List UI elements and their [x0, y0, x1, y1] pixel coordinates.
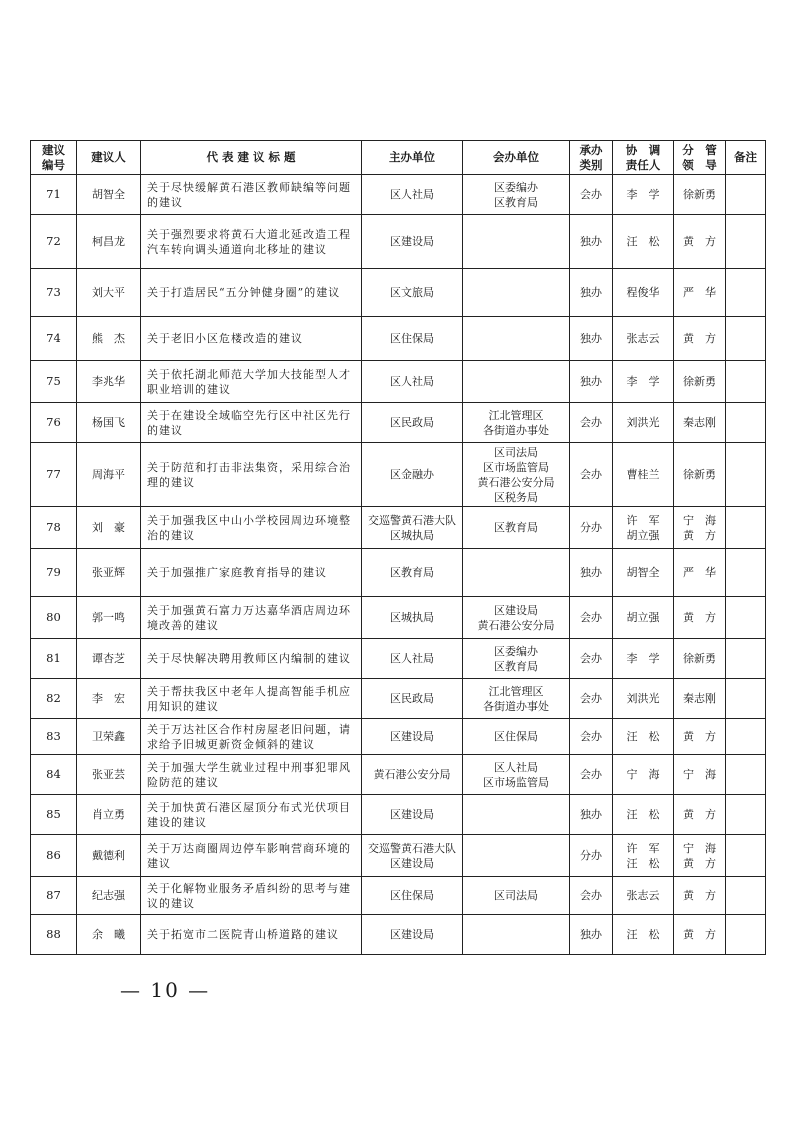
table-row [31, 915, 766, 955]
row-remark [726, 835, 766, 877]
header-number: 建议 编号 [31, 141, 77, 175]
row-category: 会办 [570, 403, 613, 443]
row-category: 独办 [570, 215, 613, 269]
row-number: 77 [31, 443, 77, 507]
table-row [31, 269, 766, 317]
row-leader: 黄 方 [674, 597, 726, 639]
row-number: 86 [31, 835, 77, 877]
row-title: 关于万达社区合作村房屋老旧问题，请求给予旧城更新资金倾斜的建议 [141, 719, 362, 755]
row-co-unit: 区人社局 区市场监管局 [463, 755, 570, 795]
row-coordinator: 李 学 [613, 639, 674, 679]
row-lead-unit: 区建设局 [362, 215, 463, 269]
row-coordinator: 汪 松 [613, 719, 674, 755]
row-leader: 黄 方 [674, 795, 726, 835]
row-remark [726, 443, 766, 507]
row-co-unit: 区建设局 黄石港公安分局 [463, 597, 570, 639]
row-title: 关于加强大学生就业过程中刑事犯罪风险防范的建议 [141, 755, 362, 795]
row-lead-unit: 区教育局 [362, 549, 463, 597]
row-lead-unit: 交巡警黄石港大队 区城执局 [362, 507, 463, 549]
row-title: 关于依托湖北师范大学加大技能型人才职业培训的建议 [141, 361, 362, 403]
row-lead-unit: 区金融办 [362, 443, 463, 507]
row-proposer: 李 宏 [77, 679, 141, 719]
row-title: 关于尽快解决聘用教师区内编制的建议 [141, 639, 362, 679]
row-lead-unit: 区民政局 [362, 679, 463, 719]
row-lead-unit: 区民政局 [362, 403, 463, 443]
row-coordinator: 汪 松 [613, 215, 674, 269]
row-proposer: 李兆华 [77, 361, 141, 403]
table-row [31, 639, 766, 679]
table-row [31, 317, 766, 361]
header-lead-unit: 主办单位 [362, 141, 463, 175]
row-category: 独办 [570, 915, 613, 955]
row-co-unit: 区委编办 区教育局 [463, 639, 570, 679]
row-lead-unit: 区人社局 [362, 175, 463, 215]
row-coordinator: 汪 松 [613, 915, 674, 955]
table-row [31, 795, 766, 835]
row-remark [726, 755, 766, 795]
row-title: 关于万达商圈周边停车影响营商环境的建议 [141, 835, 362, 877]
row-proposer: 柯昌龙 [77, 215, 141, 269]
row-proposer: 刘 豪 [77, 507, 141, 549]
row-title: 关于防范和打击非法集资，采用综合治理的建议 [141, 443, 362, 507]
row-leader: 秦志刚 [674, 679, 726, 719]
row-number: 85 [31, 795, 77, 835]
row-category: 会办 [570, 877, 613, 915]
table-row [31, 215, 766, 269]
row-co-unit: 区住保局 [463, 719, 570, 755]
table-row [31, 679, 766, 719]
row-category: 会办 [570, 755, 613, 795]
row-proposer: 胡智全 [77, 175, 141, 215]
table-row [31, 877, 766, 915]
row-co-unit [463, 317, 570, 361]
row-co-unit [463, 361, 570, 403]
row-category: 会办 [570, 443, 613, 507]
row-lead-unit: 区建设局 [362, 915, 463, 955]
row-remark [726, 915, 766, 955]
row-number: 74 [31, 317, 77, 361]
header-proposer: 建议人 [77, 141, 141, 175]
row-category: 会办 [570, 597, 613, 639]
row-proposer: 熊 杰 [77, 317, 141, 361]
row-lead-unit: 黄石港公安分局 [362, 755, 463, 795]
table-row [31, 755, 766, 795]
proposal-table [30, 140, 766, 955]
row-category: 独办 [570, 361, 613, 403]
row-lead-unit: 交巡警黄石港大队 区建设局 [362, 835, 463, 877]
row-category: 分办 [570, 507, 613, 549]
row-coordinator: 程俊华 [613, 269, 674, 317]
row-title: 关于加强我区中山小学校园周边环境整治的建议 [141, 507, 362, 549]
row-remark [726, 215, 766, 269]
row-lead-unit: 区住保局 [362, 317, 463, 361]
row-category: 会办 [570, 639, 613, 679]
header-category: 承办 类别 [570, 141, 613, 175]
row-title: 关于在建设全域临空先行区中社区先行的建议 [141, 403, 362, 443]
row-remark [726, 679, 766, 719]
row-co-unit [463, 915, 570, 955]
row-co-unit: 区司法局 区市场监管局 黄石港公安分局 区税务局 [463, 443, 570, 507]
row-category: 独办 [570, 795, 613, 835]
row-leader: 黄 方 [674, 877, 726, 915]
row-coordinator: 李 学 [613, 361, 674, 403]
header-row [31, 141, 766, 175]
row-proposer: 卫荣鑫 [77, 719, 141, 755]
row-coordinator: 胡智全 [613, 549, 674, 597]
row-remark [726, 549, 766, 597]
row-number: 83 [31, 719, 77, 755]
row-leader: 徐新勇 [674, 639, 726, 679]
table-row [31, 719, 766, 755]
header-remark: 备注 [726, 141, 766, 175]
row-category: 独办 [570, 269, 613, 317]
row-proposer: 肖立勇 [77, 795, 141, 835]
table-row [31, 403, 766, 443]
row-number: 73 [31, 269, 77, 317]
row-number: 80 [31, 597, 77, 639]
row-proposer: 刘大平 [77, 269, 141, 317]
row-number: 84 [31, 755, 77, 795]
row-lead-unit: 区人社局 [362, 639, 463, 679]
row-coordinator: 刘洪光 [613, 403, 674, 443]
row-leader: 黄 方 [674, 915, 726, 955]
row-coordinator: 许 军 胡立强 [613, 507, 674, 549]
row-lead-unit: 区住保局 [362, 877, 463, 915]
row-number: 88 [31, 915, 77, 955]
row-co-unit [463, 215, 570, 269]
row-proposer: 余 曦 [77, 915, 141, 955]
row-lead-unit: 区建设局 [362, 795, 463, 835]
row-remark [726, 269, 766, 317]
row-remark [726, 639, 766, 679]
header-title: 代 表 建 议 标 题 [141, 141, 362, 175]
row-number: 71 [31, 175, 77, 215]
row-remark [726, 175, 766, 215]
row-title: 关于拓宽市二医院青山桥道路的建议 [141, 915, 362, 955]
row-co-unit: 区委编办 区教育局 [463, 175, 570, 215]
row-remark [726, 877, 766, 915]
row-category: 独办 [570, 317, 613, 361]
table-row [31, 597, 766, 639]
row-leader: 宁 海 黄 方 [674, 835, 726, 877]
page-number: — 10 — [120, 978, 211, 1002]
row-proposer: 谭杏芝 [77, 639, 141, 679]
table-row [31, 443, 766, 507]
row-category: 会办 [570, 679, 613, 719]
row-lead-unit: 区文旅局 [362, 269, 463, 317]
row-proposer: 郭一鸣 [77, 597, 141, 639]
table-body [31, 175, 766, 955]
row-co-unit: 区教育局 [463, 507, 570, 549]
row-title: 关于打造居民“五分钟健身圈”的建议 [141, 269, 362, 317]
row-title: 关于化解物业服务矛盾纠纷的思考与建议的建议 [141, 877, 362, 915]
row-proposer: 张亚辉 [77, 549, 141, 597]
row-co-unit: 江北管理区 各街道办事处 [463, 679, 570, 719]
table-row [31, 835, 766, 877]
row-co-unit [463, 549, 570, 597]
row-title: 关于老旧小区危楼改造的建议 [141, 317, 362, 361]
row-number: 76 [31, 403, 77, 443]
row-title: 关于加强黄石富力万达嘉华酒店周边环境改善的建议 [141, 597, 362, 639]
row-remark [726, 719, 766, 755]
row-co-unit: 江北管理区 各街道办事处 [463, 403, 570, 443]
table-row [31, 361, 766, 403]
row-coordinator: 许 军 汪 松 [613, 835, 674, 877]
row-co-unit [463, 269, 570, 317]
row-co-unit [463, 835, 570, 877]
row-title: 关于加快黄石港区屋顶分布式光伏项目建设的建议 [141, 795, 362, 835]
row-remark [726, 597, 766, 639]
row-lead-unit: 区建设局 [362, 719, 463, 755]
row-lead-unit: 区城执局 [362, 597, 463, 639]
row-category: 会办 [570, 719, 613, 755]
row-proposer: 戴德利 [77, 835, 141, 877]
header-co-unit: 会办单位 [463, 141, 570, 175]
row-number: 82 [31, 679, 77, 719]
row-co-unit: 区司法局 [463, 877, 570, 915]
row-number: 87 [31, 877, 77, 915]
row-coordinator: 李 学 [613, 175, 674, 215]
row-category: 分办 [570, 835, 613, 877]
row-remark [726, 507, 766, 549]
row-coordinator: 宁 海 [613, 755, 674, 795]
row-co-unit [463, 795, 570, 835]
row-number: 79 [31, 549, 77, 597]
row-leader: 徐新勇 [674, 443, 726, 507]
row-remark [726, 317, 766, 361]
row-title: 关于强烈要求将黄石大道北延改造工程汽车转向调头通道向北移址的建议 [141, 215, 362, 269]
row-leader: 黄 方 [674, 215, 726, 269]
row-leader: 秦志刚 [674, 403, 726, 443]
row-number: 78 [31, 507, 77, 549]
table-row [31, 549, 766, 597]
row-leader: 宁 海 黄 方 [674, 507, 726, 549]
row-remark [726, 795, 766, 835]
row-leader: 黄 方 [674, 719, 726, 755]
row-coordinator: 胡立强 [613, 597, 674, 639]
row-title: 关于尽快缓解黄石港区教师缺编等问题的建议 [141, 175, 362, 215]
row-proposer: 张亚芸 [77, 755, 141, 795]
row-proposer: 纪志强 [77, 877, 141, 915]
row-leader: 徐新勇 [674, 175, 726, 215]
row-leader: 宁 海 [674, 755, 726, 795]
row-category: 会办 [570, 175, 613, 215]
row-title: 关于加强推广家庭教育指导的建议 [141, 549, 362, 597]
row-proposer: 杨国飞 [77, 403, 141, 443]
row-number: 75 [31, 361, 77, 403]
table-row [31, 507, 766, 549]
row-leader: 严 华 [674, 549, 726, 597]
row-coordinator: 张志云 [613, 317, 674, 361]
row-number: 81 [31, 639, 77, 679]
row-leader: 严 华 [674, 269, 726, 317]
row-leader: 黄 方 [674, 317, 726, 361]
row-coordinator: 张志云 [613, 877, 674, 915]
row-coordinator: 曹桂兰 [613, 443, 674, 507]
row-coordinator: 汪 松 [613, 795, 674, 835]
row-remark [726, 403, 766, 443]
row-coordinator: 刘洪光 [613, 679, 674, 719]
row-title: 关于帮扶我区中老年人提高智能手机应用知识的建议 [141, 679, 362, 719]
row-proposer: 周海平 [77, 443, 141, 507]
row-category: 独办 [570, 549, 613, 597]
row-lead-unit: 区人社局 [362, 361, 463, 403]
row-leader: 徐新勇 [674, 361, 726, 403]
header-leader: 分 管 领 导 [674, 141, 726, 175]
row-remark [726, 361, 766, 403]
table-row [31, 175, 766, 215]
header-coordinator: 协 调 责任人 [613, 141, 674, 175]
row-number: 72 [31, 215, 77, 269]
